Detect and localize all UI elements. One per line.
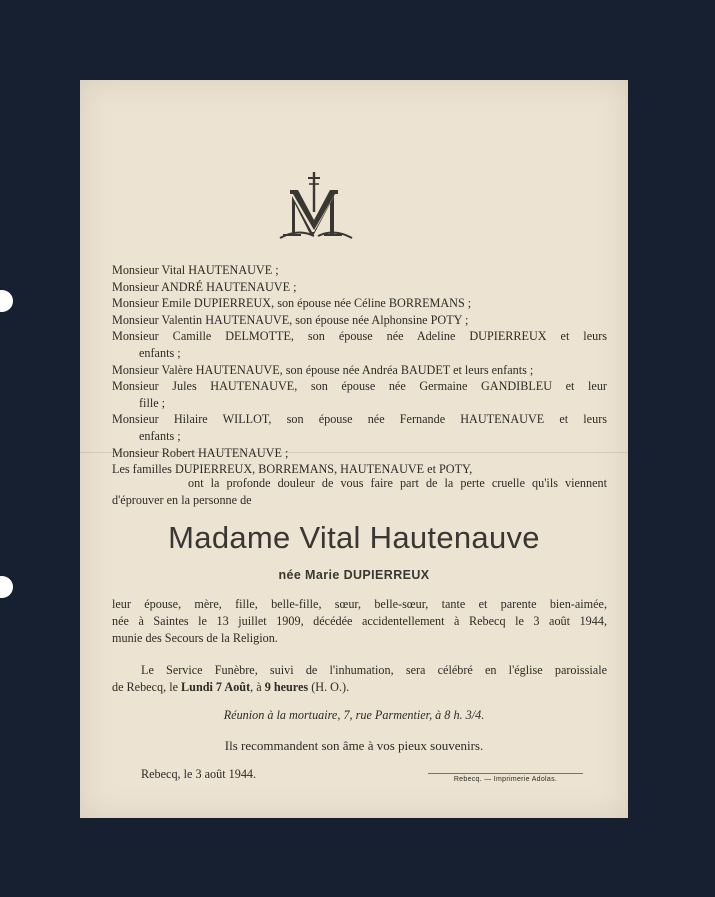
mourner-line: Monsieur Hilaire WILLOT, son épouse née Fernande HAUTENAUVE et leurs [112, 412, 607, 427]
service-line-1: Le Service Funèbre, suivi de l'inhumation, sera célébré en l'église paroissiale [141, 663, 607, 677]
mourner-line-continued: fille ; [139, 395, 166, 410]
service-time: 9 heures [264, 680, 309, 694]
maiden-name: née Marie DUPIERREUX [278, 568, 430, 582]
service-prefix: de Rebecq, le [112, 680, 182, 694]
service-suffix: (H. O.). [308, 680, 350, 694]
announcement-intro [112, 475, 607, 508]
service-line-2 [112, 679, 607, 696]
mourner-line: Monsieur Camille DELMOTTE, son épouse née Adeline DUPIERREUX et leurs [112, 329, 607, 344]
bio-line-1: leur épouse, mère, fille, belle-fille, sœur, belle-sœur, tante et parente bien-aimée, [112, 597, 607, 611]
bio-line-3: munie des Secours de la Religion. [112, 631, 278, 645]
mourner-line-continued: enfants ; [139, 345, 181, 360]
mourner-line: Monsieur Emile DUPIERREUX, son épouse née Céline BORREMANS ; [112, 296, 472, 311]
deceased-name: Madame Vital Hautenauve [168, 520, 540, 555]
bio-line-2: née à Saintes le 13 juillet 1909, décédée accidentellement à Rebecq le 3 août 1944, [112, 614, 607, 628]
funeral-service [112, 662, 607, 696]
dateline: Rebecq, le 3 août 1944. [141, 767, 257, 781]
svg-text:M: M [315, 229, 317, 231]
intro-line-1: ont la profonde douleur de vous faire part de la perte cruelle qu'ils viennent [188, 476, 607, 490]
mourner-line: Monsieur Vital HAUTENAUVE ; [112, 263, 279, 277]
printer-imprint: Rebecq. — Imprimerie Adolas. [428, 773, 583, 783]
prayer-line: Ils recommandent son âme à vos pieux souvenirs. [224, 738, 484, 753]
biography [112, 596, 607, 647]
service-day: Lundi 7 Août [181, 680, 251, 694]
mourner-line-continued: enfants ; [139, 428, 181, 443]
intro-line-2: d'éprouver en la personne de [112, 492, 252, 507]
marian-monogram-icon [278, 170, 354, 242]
mourner-line: Monsieur Valère HAUTENAUVE, son épouse née Andréa BAUDET et leurs enfants ; [112, 362, 534, 377]
binder-hole-bottom [0, 576, 13, 598]
gathering-info: Réunion à la mortuaire, 7, rue Parmentier, à 8 h. 3/4. [223, 708, 485, 722]
mourner-line: Monsieur Robert HAUTENAUVE ; [112, 445, 289, 460]
mourner-line: Monsieur ANDRÉ HAUTENAUVE ; [112, 279, 297, 294]
binder-hole-top [0, 290, 13, 312]
mourner-line: Les familles DUPIERREUX, BORREMANS, HAUTENAUVE et POTY, [112, 462, 473, 477]
mourner-line: Monsieur Valentin HAUTENAUVE, son épouse née Alphonsine POTY ; [112, 312, 469, 327]
mourners-list [112, 262, 607, 478]
service-mid: , à [250, 680, 265, 694]
funeral-notice-card [80, 80, 628, 818]
mourner-line: Monsieur Jules HAUTENAUVE, son épouse née Germaine GANDIBLEU et leur [112, 379, 607, 394]
